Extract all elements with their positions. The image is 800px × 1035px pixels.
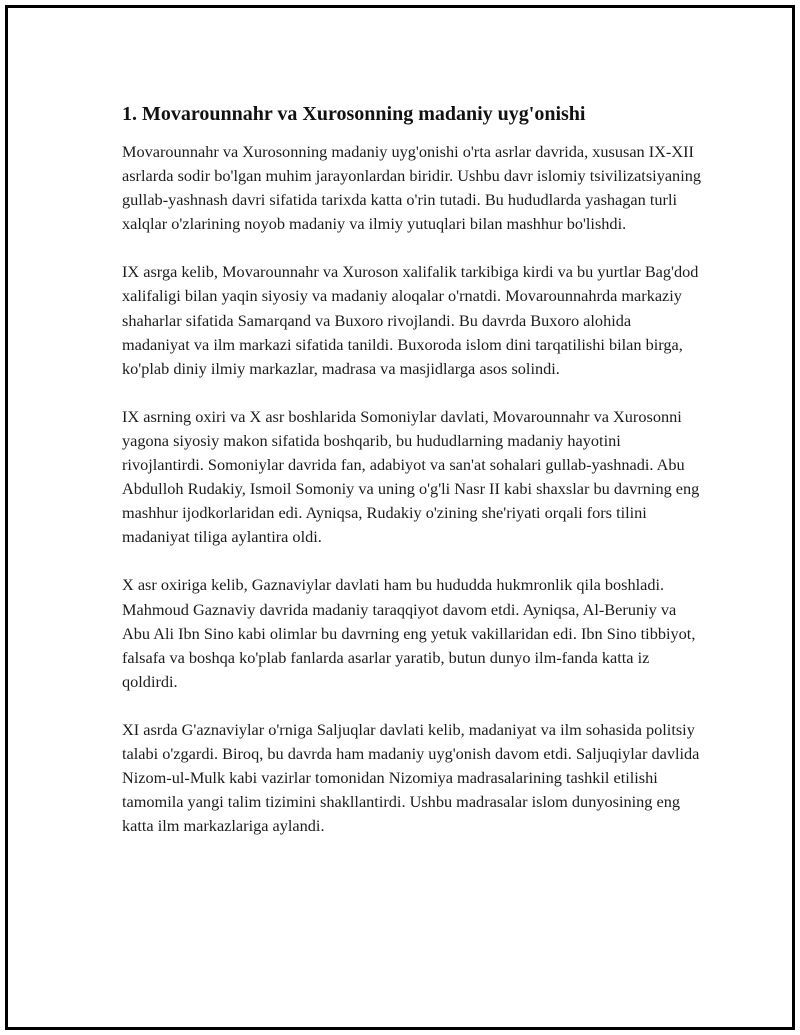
paragraph-1: Movarounnahr va Xurosonning madaniy uyg'onishi o'rta asrlar davrida, xususan IX-XII asrlarda sodir bo'lgan muhim jarayonlardan biridir. Ushbu davr islomiy tsivilizatsiyaning gullab-yashnash davri sifatida tarixda katta o'rin tutadi. Bu hududlarda yashagan turli xalqlar o'zlarining noyob madaniy va ilmiy yutuqlari bilan mashhur bo'lishdi.	[122, 142, 702, 234]
paragraph-3: IX asrning oxiri va X asr boshlarida Somoniylar davlati, Movarounnahr va Xurosonni yagona siyosiy makon sifatida boshqarib, bu hududlarning madaniy hayotini rivojlantirdi. Somoniylar davrida fan, adabiyot va san'at sohalari gullab-yashnadi. Abu Abdulloh Rudakiy, Ismoil Somoniy va uning o'g'li Nasr II kabi shaxslar bu davrning eng mashhur ijodkorlaridan edi. Ayniqsa, Rudakiy o'zining she'riyati orqali fors tilini madaniyat tiliga aylantira oldi.	[122, 406, 700, 547]
document-title: 1. Movarounnahr va Xurosonning madaniy uyg'onishi	[122, 103, 586, 125]
page-frame	[5, 5, 795, 1030]
document-body	[122, 100, 702, 862]
paragraph-4: X asr oxiriga kelib, Gaznaviylar davlati ham bu hududda hukmronlik qila boshladi. Mahmoud Gaznaviy davrida madaniy taraqqiyot davom etdi. Ayniqsa, Al-Beruniy va Abu Ali Ibn Sino kabi olimlar bu davrning eng yetuk vakillaridan edi. Ibn Sino tibbiyot, falsafa va boshqa ko'plab fanlarda asarlar yaratib, butun dunyo ilm-fanda katta iz qoldirdi.	[122, 575, 696, 691]
paragraph-2: IX asrga kelib, Movarounnahr va Xuroson xalifalik tarkibiga kirdi va bu yurtlar Bag'dod xalifaligi bilan yaqin siyosiy va madaniy aloqalar o'rnatdi. Movarounnahrda markaziy shaharlar sifatida Samarqand va Buxoro rivojlandi. Bu davrda Buxoro alohida madaniyat va ilm markazi sifatida tanildi. Buxoroda islom dini tarqatilishi bilan birga, ko'plab diniy ilmiy markazlar, madrasa va masjidlarga asos solindi.	[122, 262, 699, 378]
paragraph-5: XI asrda G'aznaviylar o'rniga Saljuqlar davlati kelib, madaniyat va ilm sohasida politsiy talabi o'zgardi. Biroq, bu davrda ham madaniy uyg'onish davom etdi. Saljuqiylar davlida Nizom-ul-Mulk kabi vazirlar tomonidan Nizomiya madrasalarining tashkil etilishi tamomila yangi talim tizimini shakllantirdi. Ushbu madrasalar islom dunyosining eng katta ilm markazlariga aylandi.	[122, 719, 700, 836]
